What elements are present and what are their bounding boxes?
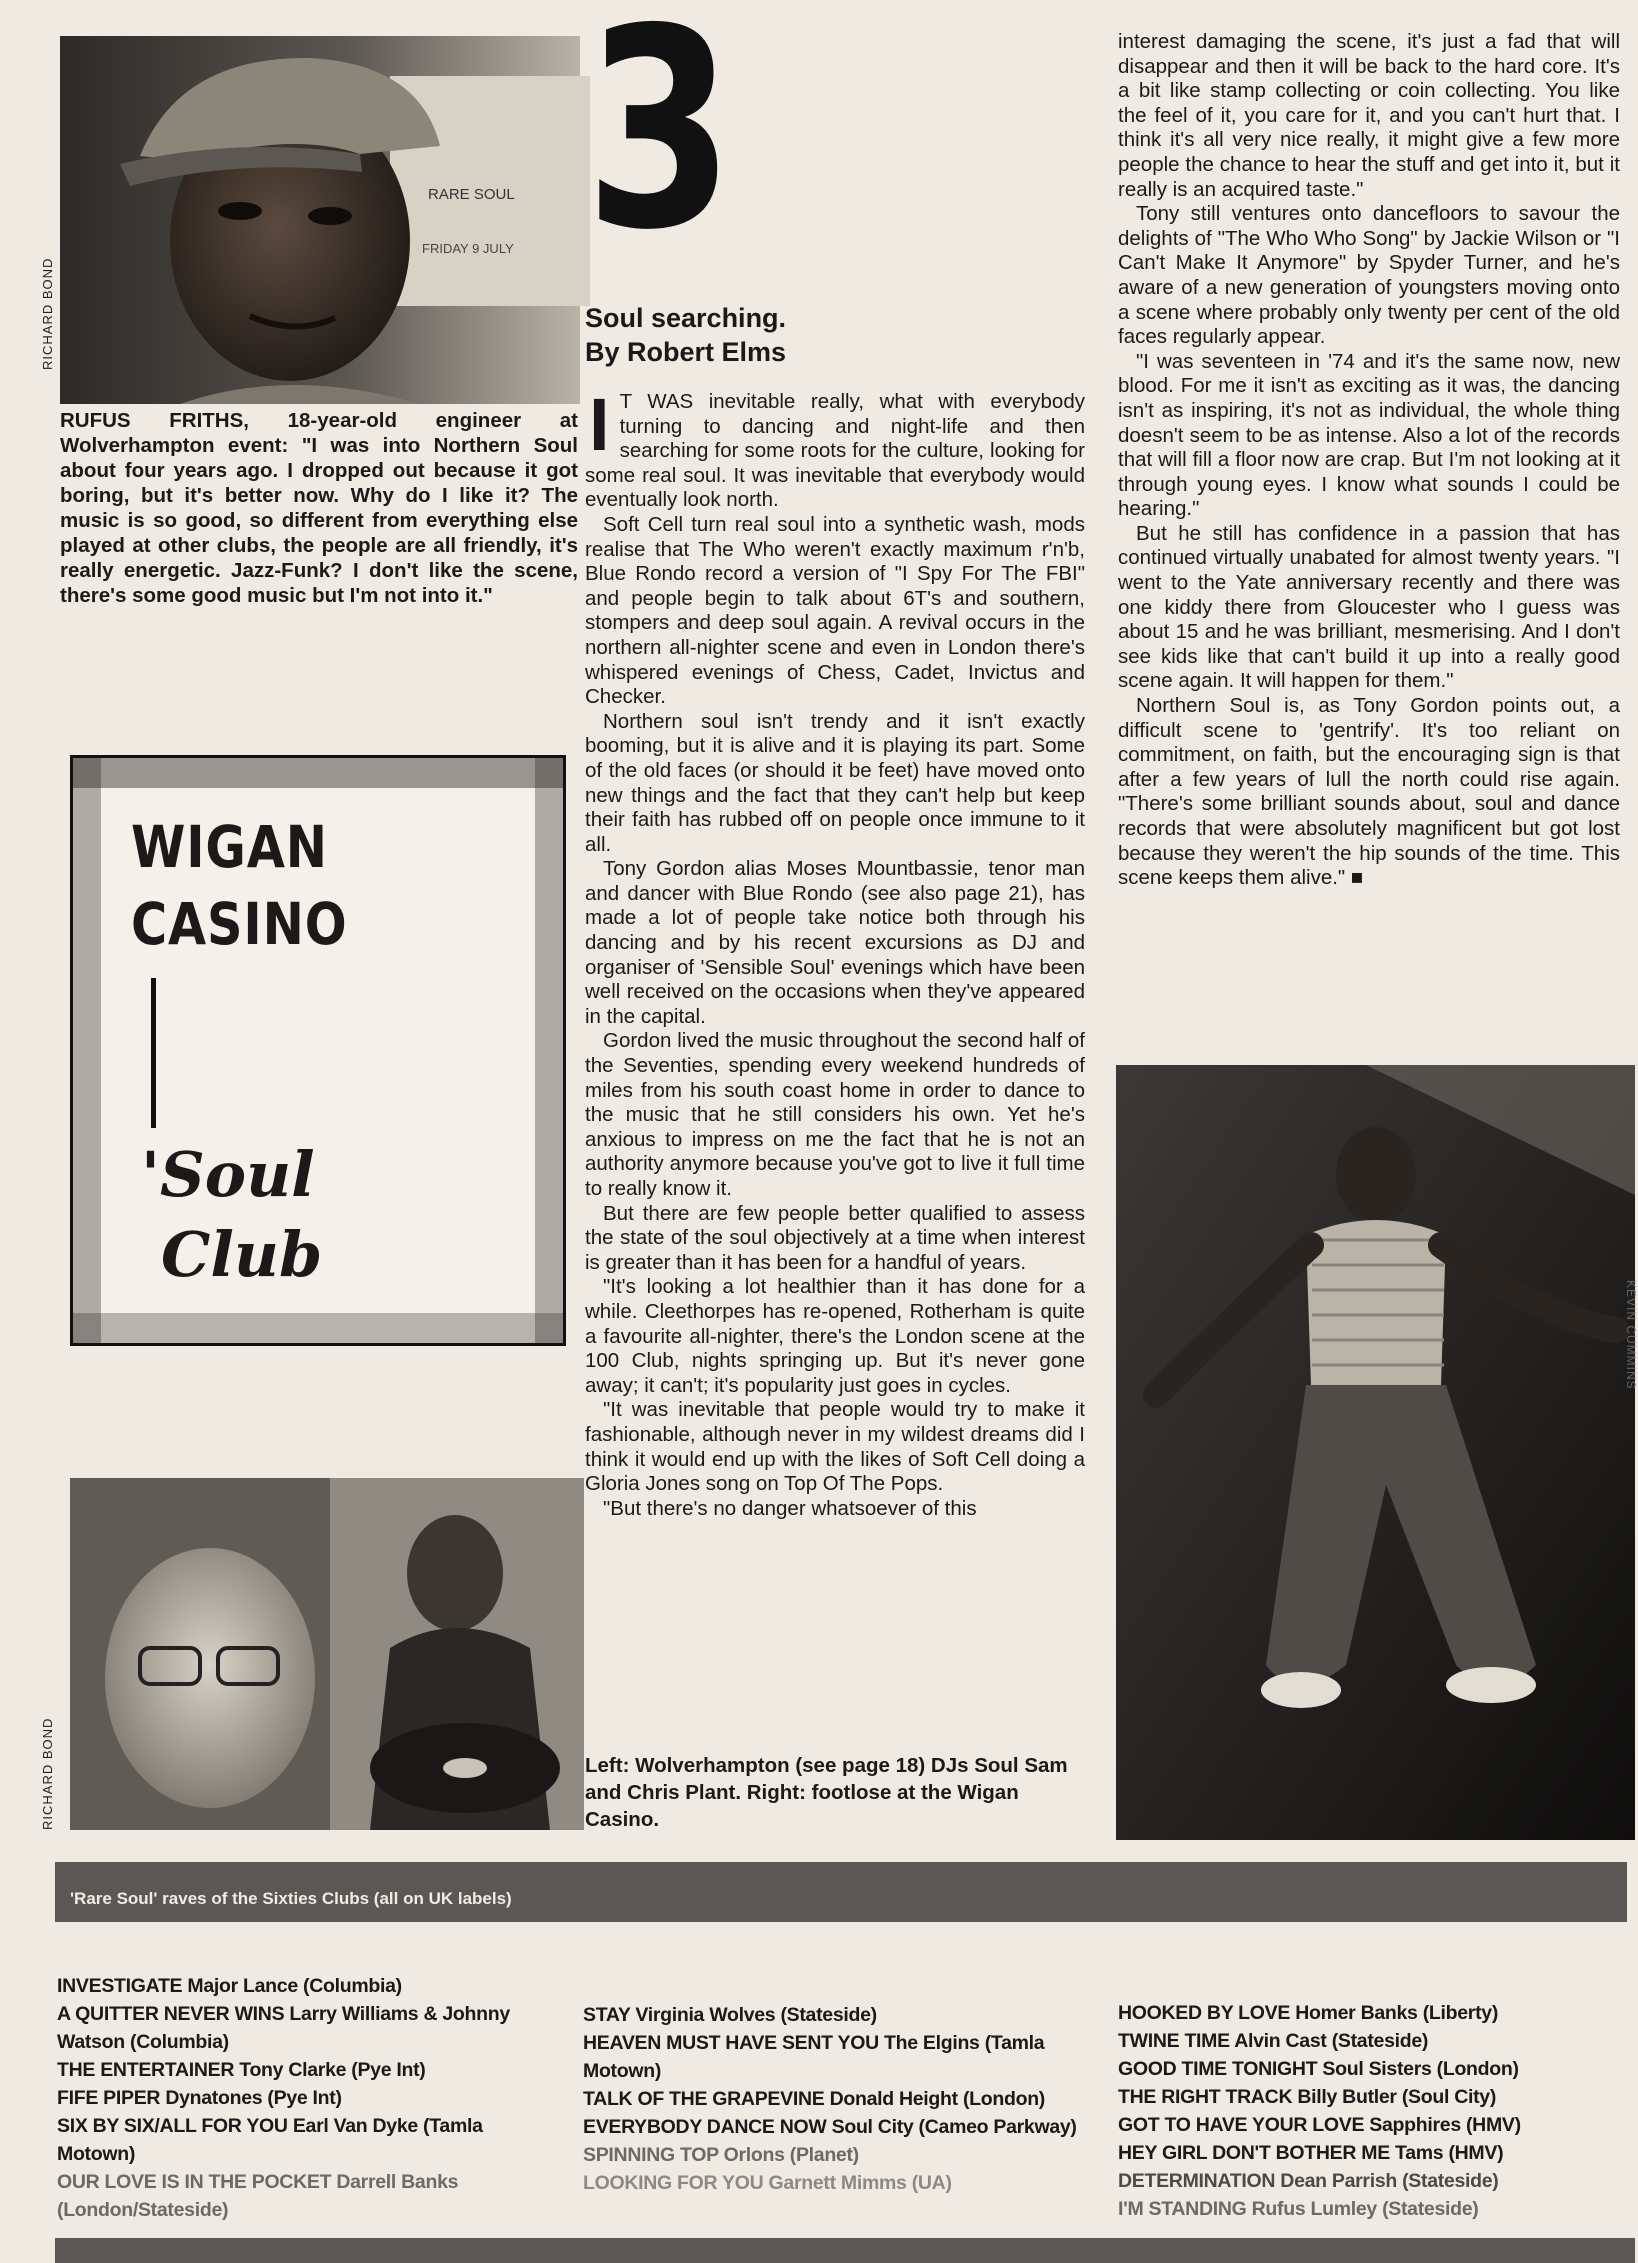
bottom-bar (55, 2238, 1635, 2263)
photo-credit-right: KEVIN CUMMINS (1624, 1280, 1638, 1390)
list-item: SIX BY SIX/ALL FOR YOU Earl Van Dyke (Tamla Motown) (57, 2115, 483, 2165)
article-column-3 (1118, 30, 1620, 891)
list-item: A QUITTER NEVER WINS Larry Williams & Johnny Watson (Columbia) (57, 2003, 510, 2053)
caption-djs: Left: Wolverhampton (see page 18) DJs Soul Sam and Chris Plant. Right: footlose at the Wigan Casino. (585, 1754, 1068, 1831)
caption-rufus: RUFUS FRITHS, 18-year-old engineer at Wolverhampton event: "I was into Northern Soul about four years ago. I dropped out because it got boring, but it's better now. Why do I like it? The music is so good, so different from everything else played at other clubs, the people are all friendly, it's really energetic. Jazz-Funk? I don't like the scene, there's some good music but I'm not into it." (60, 409, 578, 607)
list-item: HEAVEN MUST HAVE SENT YOU The Elgins (Tamla Motown) (583, 2032, 1045, 2082)
records-banner-title: 'Rare Soul' raves of the Sixties Clubs (all on UK labels) (70, 1889, 512, 1908)
list-item: FIFE PIPER Dynatones (Pye Int) (57, 2087, 342, 2109)
records-banner (55, 1862, 1627, 1922)
photo-djs (70, 1478, 584, 1830)
list-item: EVERYBODY DANCE NOW Soul City (Cameo Parkway) (583, 2116, 1077, 2138)
list-item: SPINNING TOP Orlons (Planet) (583, 2144, 859, 2166)
paragraph: "It was inevitable that people would try to make it fashionable, although never in my wildest dreams did I think it would end up with the likes of Soft Cell doing a Gloria Jones song on Top Of The Pops. (585, 1398, 1085, 1496)
portrait-illustration (60, 36, 580, 404)
list-item: THE ENTERTAINER Tony Clarke (Pye Int) (57, 2059, 426, 2081)
photo-rufus-friths (60, 36, 580, 404)
list-item: GOOD TIME TONIGHT Soul Sisters (London) (1118, 2058, 1519, 2080)
paragraph: But he still has confidence in a passion that has continued virtually unabated for almost twenty years. "I went to the Yate anniversary recently and there was one kiddy there from Gloucester who I guess was about 15 and he was brilliant, mesmerising. And I don't see kids like that can't build it up into a really good scene again. It will happen for them." (1118, 521, 1620, 693)
wigan-casino-card (70, 755, 566, 1346)
paragraph: But there are few people better qualified to assess the state of the soul objectively at a time when interest is greater than it has been for a handful of years. (585, 1201, 1085, 1274)
paragraph: Soft Cell turn real soul into a synthetic wash, mods realise that The Who weren't exactly maximum r'n'b, Blue Rondo record a version of "I Spy For The FBI" and people begin to talk about 6T's and southern, stompers and deep soul again. A revival occurs in the northern all-nighter scene and even in London there's whispered evenings of Chess, Cadet, Invictus and Checker. (585, 512, 1085, 709)
article-number: 3 (585, 0, 735, 290)
paragraph: "But there's no danger whatsoever of this (603, 1496, 977, 1520)
sign-rare-soul: RARE SOUL (428, 186, 515, 203)
paragraph: T WAS inevitable really, what with everybody turning to dancing and night-life and then searching for some roots for the culture, looking for some real soul. It was inevitable that everybody would eventually look north. (585, 390, 1085, 512)
paragraph: "It's looking a lot healthier than it has done for a while. Cleethorpes has re-opened, Rotherham is quite a favourite all-nighter, there's the London scene at the 100 Club, nights springing up. But it's never gone away; it can't; it's popularity just goes in cycles. (585, 1275, 1085, 1397)
list-item: OUR LOVE IS IN THE POCKET Darrell Banks (London/Stateside) (57, 2171, 459, 2221)
list-item: LOOKING FOR YOU Garnett Mimms (UA) (583, 2172, 952, 2194)
paragraph: Northern soul isn't trendy and it isn't exactly booming, but it is alive and it is playing its part. Some of the old faces (or should it be feet) have moved onto new things and the fact that they can't help but keep their faith has rubbed off on people once immune to it all. (585, 709, 1085, 856)
list-item: TWINE TIME Alvin Cast (Stateside) (1118, 2030, 1429, 2052)
list-item: STAY Virginia Wolves (Stateside) (583, 2004, 877, 2026)
photo-credit-top: RICHARD BOND (40, 257, 55, 370)
list-item: THE RIGHT TRACK Billy Butler (Soul City) (1118, 2086, 1497, 2108)
sign-date: FRIDAY 9 JULY (422, 241, 514, 256)
list-item: I'M STANDING Rufus Lumley (Stateside) (1118, 2198, 1479, 2220)
list-item: GOT TO HAVE YOUR LOVE Sapphires (HMV) (1118, 2114, 1521, 2136)
list-item: TALK OF THE GRAPEVINE Donald Height (London) (583, 2088, 1045, 2110)
headline-1: Soul searching. (585, 303, 787, 333)
article-column-2 (585, 383, 1085, 1521)
dropcap: I (589, 383, 610, 466)
paragraph: interest damaging the scene, it's just a fad that will disappear and then it will be back to the hard core. It's a bit like stamp collecting or coin collecting. You like the feel of it, you care for it, and you can't hurt that. I think it's all very nice really, it might give a few more people the chance to hear the stuff and get into it, but it really is an acquired taste." (1118, 30, 1620, 201)
list-item: HEY GIRL DON'T BOTHER ME Tams (HMV) (1118, 2142, 1504, 2164)
headline-2: By Robert Elms (585, 337, 787, 367)
list-item: DETERMINATION Dean Parrish (Stateside) (1118, 2170, 1499, 2192)
records-column-1 (57, 1972, 557, 2224)
list-item: HOOKED BY LOVE Homer Banks (Liberty) (1118, 2002, 1499, 2024)
paragraph: Tony Gordon alias Moses Mountbassie, tenor man and dancer with Blue Rondo (see also page 21), has made a lot of people take notice both through his dancing and by his recent excursions as DJ and organiser of 'Sensible Soul' evenings which have been well received on the occasions when they've appeared in the capital. (585, 857, 1085, 1028)
wigan-line-1: WIGAN (131, 813, 328, 881)
dancer-illustration (1116, 1065, 1635, 1840)
records-column-2 (583, 2001, 1083, 2197)
photo-dancer (1116, 1065, 1635, 1840)
photo-credit-bottom: RICHARD BOND (40, 1717, 55, 1830)
wigan-line-2: CASINO (131, 890, 348, 958)
records-column-3 (1118, 1999, 1628, 2223)
paragraph: "I was seventeen in '74 and it's the same now, new blood. For me it isn't as exciting as it was, the dancing isn't as inspiring, it's not as individual, the whole thing doesn't seem to be as intense. Also a lot of the records that will fill a floor now are crap. But I'm not looking at it through young eyes. I know what sounds I could be hearing." (1118, 349, 1620, 521)
paragraph: Gordon lived the music throughout the second half of the Seventies, spending every weekend hundreds of miles from his south coast home in order to dance to the music that he still considers his own. Yet he's anxious to impress on me the fact that he is not an authority anymore because you've got to live it full time to really know it. (585, 1029, 1085, 1200)
wigan-line-3: 'Soul (141, 1138, 315, 1211)
wigan-divider (151, 978, 156, 1128)
paragraph: Northern Soul is, as Tony Gordon points out, a difficult scene to 'gentrify'. It's too reliant on commitment, on faith, but the encouraging sign is that after a few years of lull the north could rise again. "There's some brilliant sounds about, soul and dance records that were absolutely magnificent but got lost because they weren't the hip sounds of the time. This scene keeps them alive." ■ (1118, 694, 1620, 890)
djs-illustration (70, 1478, 584, 1830)
wigan-line-4: Club (161, 1218, 323, 1291)
list-item: INVESTIGATE Major Lance (Columbia) (57, 1975, 402, 1997)
paragraph: Tony still ventures onto dancefloors to savour the delights of "The Who Who Song" by Jackie Wilson or "I Can't Make It Anymore" by Spyder Turner, and he's aware of a new generation of youngsters moving onto a scene where probably only twenty per cent of the old faces regularly appear. (1118, 202, 1620, 349)
